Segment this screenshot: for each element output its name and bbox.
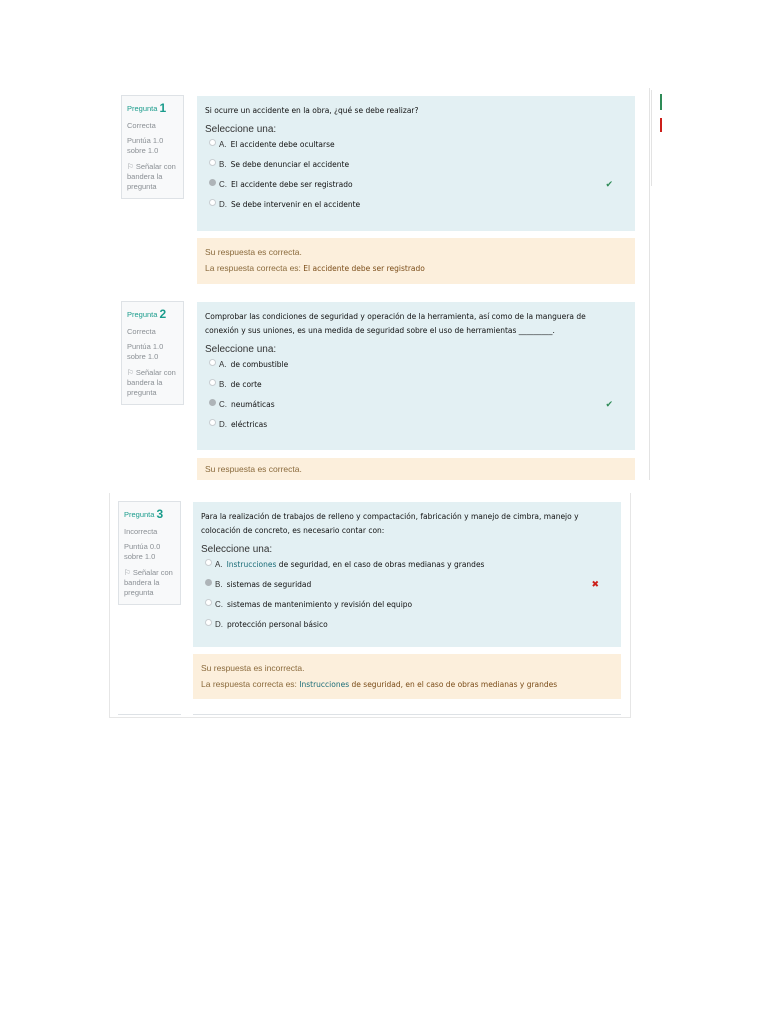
flag-question-3-label: Señalar con bandera la pregunta [124, 567, 173, 597]
flag-icon: ⚐ [127, 367, 134, 377]
radio-icon[interactable] [209, 199, 216, 206]
correct-answer-3: La respuesta correcta es: Instrucciones de seguridad, en el caso de obras medianas y grandes [201, 679, 558, 690]
cross-icon: ✖ [591, 579, 599, 590]
option-1b[interactable]: B. Se debe denunciar el accidente [205, 155, 627, 175]
radio-icon[interactable] [205, 579, 212, 586]
question-score-2: Puntúa 1.0 sobre 1.0 [127, 342, 164, 362]
radio-icon[interactable] [209, 159, 216, 166]
select-one-prompt-3: Seleccione una: [201, 543, 273, 555]
side-marker-red [660, 118, 662, 132]
next-question-content-fragment [193, 714, 621, 718]
option-3c[interactable]: C. sistemas de mantenimiento y revisión del equipo [201, 595, 613, 615]
question-content-3 [193, 502, 621, 647]
radio-icon[interactable] [209, 399, 216, 406]
correct-answer-1: La respuesta correcta es: El accidente debe ser registrado [205, 263, 425, 274]
feedback-1 [197, 238, 635, 284]
feedback-result-1: Su respuesta es correcta. [205, 247, 302, 257]
option-3a[interactable]: A. Instrucciones de seguridad, en el caso de obras medianas y grandes [201, 555, 613, 575]
check-icon: ✔ [605, 399, 613, 410]
radio-icon[interactable] [209, 139, 216, 146]
flag-question-1-label: Señalar con bandera la pregunta [127, 161, 176, 191]
radio-icon[interactable] [209, 359, 216, 366]
radio-icon[interactable] [205, 559, 212, 566]
question-content-1 [197, 96, 635, 231]
question-status-2: Correcta [127, 327, 156, 337]
radio-icon[interactable] [205, 599, 212, 606]
question-text-2: Comprobar las condiciones de seguridad y operación de la herramienta, así como de la manguera de conexión y sus uniones, es una medida de seguridad sobre el uso de herramientas _________. [205, 312, 586, 335]
side-panel-fragment [651, 90, 664, 186]
question-status-1: Correcta [127, 121, 156, 131]
question-text-3: Para la realización de trabajos de relleno y compactación, fabricación y manejo de cimbra, manejo y colocación de concreto, es necesario contar con: [201, 512, 579, 535]
flag-question-2-button[interactable] [127, 368, 178, 398]
question-text-1: Si ocurre un accidente en la obra, ¿qué se debe realizar? [205, 106, 419, 115]
question-status-3: Incorrecta [124, 527, 158, 537]
flag-icon: ⚐ [124, 567, 131, 577]
option-2b[interactable]: B. de corte [205, 375, 627, 395]
option-2d[interactable]: D. eléctricas [205, 415, 627, 435]
question-info-3 [118, 501, 181, 605]
quiz-screenshot-2 [109, 493, 631, 718]
option-2a[interactable]: A. de combustible [205, 355, 627, 375]
option-3b[interactable]: B. sistemas de seguridad ✖ [201, 575, 613, 595]
question-score-3: Puntúa 0.0 sobre 1.0 [124, 542, 161, 562]
question-info-2 [121, 301, 184, 405]
next-question-fragment [118, 714, 181, 718]
side-marker-green [660, 94, 662, 110]
option-3d[interactable]: D. protección personal básico [201, 615, 613, 635]
question-number-3: Pregunta 3 [124, 507, 164, 521]
radio-icon[interactable] [209, 379, 216, 386]
option-2c[interactable]: C. neumáticas ✔ [205, 395, 627, 415]
question-number-2: Pregunta 2 [127, 307, 167, 321]
option-1c[interactable]: C. El accidente debe ser registrado ✔ [205, 175, 627, 195]
radio-icon[interactable] [209, 419, 216, 426]
feedback-3 [193, 654, 621, 699]
radio-icon[interactable] [209, 179, 216, 186]
question-number-1: Pregunta 1 [127, 101, 167, 115]
question-score-1: Puntúa 1.0 sobre 1.0 [127, 136, 164, 156]
select-one-prompt-1: Seleccione una: [205, 123, 277, 135]
flag-question-3-button[interactable] [124, 568, 175, 598]
feedback-2 [197, 458, 635, 480]
flag-icon: ⚐ [127, 161, 134, 171]
flag-question-2-label: Señalar con bandera la pregunta [127, 367, 176, 397]
quiz-screenshot-1 [113, 88, 650, 480]
flag-question-1-button[interactable] [127, 162, 178, 192]
feedback-result-2: Su respuesta es correcta. [205, 464, 302, 474]
option-1a[interactable]: A. El accidente debe ocultarse [205, 135, 627, 155]
question-info-1 [121, 95, 184, 199]
check-icon: ✔ [605, 179, 613, 190]
select-one-prompt-2: Seleccione una: [205, 343, 277, 355]
option-1d[interactable]: D. Se debe intervenir en el accidente [205, 195, 627, 215]
radio-icon[interactable] [205, 619, 212, 626]
feedback-result-3: Su respuesta es incorrecta. [201, 663, 305, 673]
question-content-2 [197, 302, 635, 450]
